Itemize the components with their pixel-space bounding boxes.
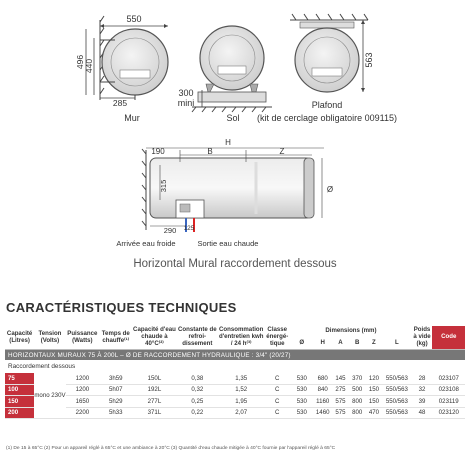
cell-dim-a: 275: [332, 384, 349, 396]
plafond-tank: [295, 28, 359, 92]
cell-dim-l: 550/563: [382, 384, 411, 396]
cell-puissance: 2200: [66, 407, 99, 419]
dim-125: 125: [183, 225, 195, 232]
plafond-kit-note: (kit de cerclage obligatoire 009115): [257, 113, 397, 123]
cell-constante: 0,25: [176, 396, 218, 408]
side-view-diagram: [116, 138, 333, 248]
dim-315: 315: [159, 179, 168, 193]
cell-conso: 1,95: [218, 396, 264, 408]
sol-tank: [200, 26, 264, 90]
table-row: [5, 384, 465, 396]
cell-dim-z: 150: [366, 384, 383, 396]
cell-capacite: 200: [5, 407, 34, 419]
table-row: [5, 407, 465, 419]
cell-temps: 5h07: [99, 384, 132, 396]
dim-290: 290: [163, 226, 177, 235]
cell-eau: 277L: [133, 396, 177, 408]
header-tension: Tension (Volts): [34, 326, 65, 350]
cell-poids: 28: [412, 373, 433, 384]
cell-dim-d: 530: [290, 396, 313, 408]
cell-eau: 192L: [133, 384, 177, 396]
cell-temps: 3h59: [99, 373, 132, 384]
cell-temps: 5h29: [99, 396, 132, 408]
cell-dim-a: 575: [332, 396, 349, 408]
dim-h: H: [225, 138, 231, 147]
cell-dim-a: 145: [332, 373, 349, 384]
cell-classe: C: [264, 384, 290, 396]
label-cold-water: Arrivée eau froide: [116, 239, 176, 248]
cell-poids: 32: [412, 384, 433, 396]
cell-conso: 1,52: [218, 384, 264, 396]
footnote: (1) De 15 à 65°C (2) Pour un appareil réglé à 65°C et une ambiance à 20°C (3) Quantité d'eau chaude mitigée à 40°C fournie par l'appareil réglé à 65°C: [6, 446, 336, 451]
table-row: [5, 373, 465, 384]
cell-dim-b: 800: [349, 396, 366, 408]
cell-capacite: 75: [5, 373, 34, 384]
header-classe: Classe énergé-tique: [264, 326, 290, 350]
cell-dim-z: 470: [366, 407, 383, 419]
header-poids: Poids à vide (kg): [412, 326, 433, 350]
cell-dim-h: 840: [313, 384, 332, 396]
cell-dim-h: 1460: [313, 407, 332, 419]
header-temps: Temps de chauffe⁽¹⁾: [99, 326, 132, 350]
mur-label: Mur: [124, 113, 140, 123]
cell-capacite: 150: [5, 396, 34, 408]
diagram-caption: Horizontal Mural raccordement dessous: [133, 258, 337, 270]
header-puissance: Puissance (Watts): [66, 326, 99, 350]
header-consommation: Consommation d'entretien kwh / 24 h⁽³⁾: [218, 326, 264, 350]
header-capacite-eau: Capacité d'eau chaude à 40°C⁽²⁾: [133, 326, 177, 350]
dim-b: B: [207, 147, 213, 156]
spec-table: [5, 326, 465, 419]
header-dim-diameter: Ø: [290, 337, 313, 349]
cell-dim-d: 530: [290, 384, 313, 396]
header-code: Code: [432, 326, 465, 350]
cell-eau: 150L: [133, 373, 177, 384]
header-dim-a: A: [332, 337, 349, 349]
cell-classe: C: [264, 396, 290, 408]
header-dim-b: B: [349, 337, 366, 349]
table-section: Raccordement dessous: [8, 363, 76, 370]
mur-height-outer: 496: [75, 54, 85, 70]
cell-poids: 39: [412, 396, 433, 408]
cell-constante: 0,22: [176, 407, 218, 419]
cell-dim-z: 150: [366, 396, 383, 408]
sol-height-dim: 300: [178, 88, 194, 98]
table-row: [5, 396, 465, 408]
cell-constante: 0,38: [176, 373, 218, 384]
cell-dim-b: 500: [349, 384, 366, 396]
header-capacite: Capacité (Litres): [5, 326, 34, 350]
cell-tension: mono 230V: [34, 373, 65, 419]
dim-190: 190: [151, 147, 165, 156]
cell-constante: 0,32: [176, 384, 218, 396]
cell-code: 023119: [432, 396, 465, 408]
header-dim-l: L: [382, 337, 411, 349]
mur-bottom-dim: 285: [112, 98, 128, 108]
cell-classe: C: [264, 373, 290, 384]
cell-dim-h: 1160: [313, 396, 332, 408]
plafond-label: Plafond: [311, 100, 343, 110]
cell-dim-z: 120: [366, 373, 383, 384]
section-title: CARACTÉRISTIQUES TECHNIQUES: [6, 300, 237, 315]
header-dim-h: H: [313, 337, 332, 349]
cell-code: 023107: [432, 373, 465, 384]
header-dim-z: Z: [366, 337, 383, 349]
cell-code: 023108: [432, 384, 465, 396]
cell-puissance: 1200: [66, 373, 99, 384]
cell-conso: 1,35: [218, 373, 264, 384]
sol-mini-label: mini: [177, 98, 195, 108]
sol-label: Sol: [226, 113, 240, 123]
cell-puissance: 1200: [66, 384, 99, 396]
plafond-diagram: [257, 14, 397, 123]
cell-poids: 48: [412, 407, 433, 419]
cell-capacite: 100: [5, 384, 34, 396]
cell-dim-b: 370: [349, 373, 366, 384]
dim-z: Z: [279, 147, 285, 156]
cell-classe: C: [264, 407, 290, 419]
sol-diagram: [178, 26, 272, 123]
cell-conso: 2,07: [218, 407, 264, 419]
mur-height-inner: 440: [84, 58, 94, 74]
mur-width-dim: 550: [126, 14, 142, 24]
cell-dim-a: 575: [332, 407, 349, 419]
cell-dim-d: 530: [290, 407, 313, 419]
label-hot-water: Sortie eau chaude: [197, 239, 259, 248]
cell-dim-b: 800: [349, 407, 366, 419]
dim-diameter: Ø: [326, 185, 334, 194]
cell-dim-l: 550/563: [382, 396, 411, 408]
side-tank: [150, 158, 312, 218]
cell-puissance: 1650: [66, 396, 99, 408]
header-constante: Constante de refroi-dissement: [176, 326, 218, 350]
cell-eau: 371L: [133, 407, 177, 419]
cell-dim-l: 550/563: [382, 373, 411, 384]
header-dimensions: Dimensions (mm): [325, 327, 377, 335]
cell-dim-l: 550/563: [382, 407, 411, 419]
cell-dim-d: 530: [290, 373, 313, 384]
mur-diagram: [75, 14, 168, 123]
table-band: HORIZONTAUX MURAUX 75 À 200L – Ø DE RACCORDEMENT HYDRAULIQUE : 3/4" (20/27): [5, 350, 465, 361]
cell-code: 023120: [432, 407, 465, 419]
cell-temps: 5h33: [99, 407, 132, 419]
mur-tank: [102, 29, 168, 95]
plafond-height-dim: 563: [364, 52, 374, 68]
cell-dim-h: 680: [313, 373, 332, 384]
